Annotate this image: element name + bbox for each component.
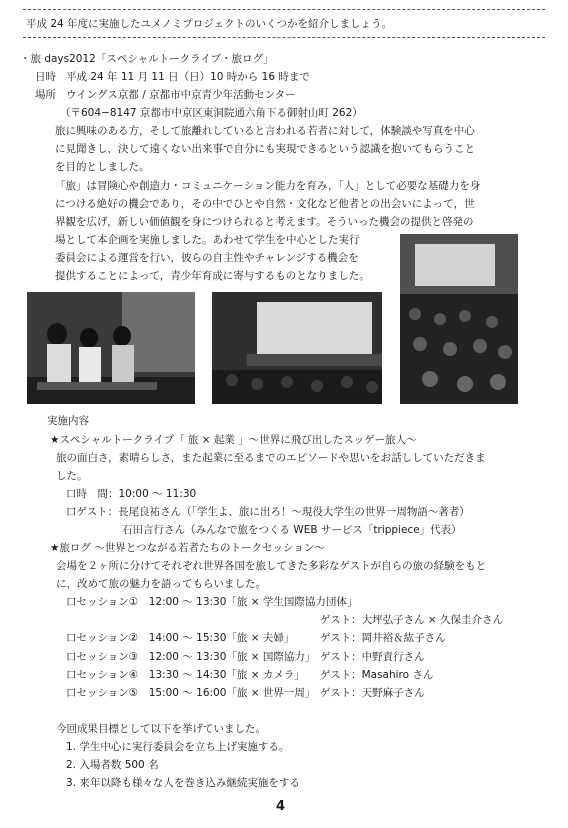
tabilog-desc: に，改めて旅の魅力を語ってもらいました。: [56, 578, 266, 590]
event-paragraph-line: 場として本企画を実施しました。あわせて学生を中心とした実行: [55, 234, 360, 246]
session-label: 口セッション⑤ 15:00 ～ 16:00「旅 × 世界一周」: [66, 687, 316, 699]
session-guest: ゲスト：大坪弘子さん × 久保圭介さん: [320, 614, 504, 626]
intro-dashed-rule: [23, 37, 545, 38]
page-number: 4: [276, 799, 286, 814]
session-guest: ゲスト：Masahiro さん: [320, 669, 434, 681]
talk-live-desc: 旅の面白さ，素晴らしさ，また起業に至るまでのエピソードや思いをお話ししていただきま: [56, 452, 486, 464]
goal-item: 3. 来年以降も様々な人を巻き込み継続実施をする: [66, 777, 300, 789]
event-paragraph-line: につける絶好の機会であり，その中でひとや自然・文化など他者との出会いによって，世: [55, 198, 475, 210]
talk-live-title: ★スペシャルトークライブ「 旅 × 起業 」～世界に飛び出したスッゲー旅人～: [50, 434, 417, 446]
photo-stage-audience: [212, 292, 382, 404]
session-label: 口セッション③ 12:00 ～ 13:30「旅 × 国際協力」: [66, 651, 316, 663]
goal-item: 2. 入場者数 500 名: [66, 759, 159, 771]
session-guest: ゲスト：岡井裕＆紘子さん: [320, 632, 446, 644]
photo-venue-audience: [400, 234, 518, 404]
event-place-label: 場所: [35, 89, 56, 101]
event-paragraph-line: に見聞きし，決して遠くない出来事で自分にも実現できるという認識を抱いてもらうこと: [55, 143, 475, 155]
event-paragraph-line: 界観を広げ，新しい価値観を身につけられると考えます。そういった機会の提供と啓発の: [55, 216, 474, 228]
tabilog-title: ★旅ログ ～世界とつながる若者たちのトークセッション～: [50, 542, 325, 554]
session-guest: ゲスト：天野麻子さん: [320, 687, 425, 699]
event-date-value: 平成 24 年 11 月 11 日（日）10 時から 16 時まで: [66, 71, 310, 83]
talk-live-guest: 石田言行さん（みんなで旅をつくる WEB サービス「trippiece」代表）: [122, 524, 462, 536]
event-date-label: 日時: [35, 71, 56, 83]
session-label: 口セッション④ 13:30 ～ 14:30「旅 × カメラ」: [66, 669, 305, 681]
session-label: 口セッション② 14:00 ～ 15:30「旅 × 夫婦」: [66, 632, 295, 644]
event-address: （〒604−8147 京都市中京区東洞院通六角下る御射山町 262）: [60, 107, 363, 119]
top-dashed-rule: [23, 9, 545, 10]
event-paragraph-line: を目的としました。: [55, 161, 150, 173]
talk-live-time: 口時 間：10:00 ～ 11:30: [66, 488, 197, 500]
event-place-value: ウイングス京都 / 京都市中京青少年活動センター: [66, 89, 296, 101]
talk-live-guest: 口ゲスト：長尾良祐さん（「学生よ、旅に出ろ！～現役大学生の世界一周物語～著者）: [66, 506, 470, 518]
session-label: 口セッション① 12:00 ～ 13:30「旅 × 学生国際協力団体」: [66, 596, 358, 608]
event-title: ・旅 days2012「スペシャルトークライブ・旅ログ」: [20, 53, 274, 65]
talk-live-desc: した。: [56, 470, 88, 482]
photo-speakers-on-stage: [27, 292, 195, 404]
goals-heading: 今回成果目標として以下を挙げていました。: [56, 723, 266, 735]
event-paragraph-line: 提供することによって，青少年育成に寄与するものとなりました。: [55, 270, 370, 282]
event-paragraph-line: 旅に興味のある方，そして旅離れしていると言われる若者に対して，体験談や写真を中心: [55, 125, 475, 137]
event-paragraph-line: 「旅」は冒険心や創造力・コミュニケーション能力を育み，「人」として必要な基礎力を身: [55, 180, 481, 192]
event-paragraph-line: 委員会による運営を行い，彼らの自主性やチャレンジする機会を: [55, 252, 359, 264]
session-guest: ゲスト：中野責行さん: [320, 651, 425, 663]
tabilog-desc: 会場を２ヶ所に分けてそれぞれ世界各国を旅してきた多彩なゲストが自らの旅の経験をもと: [56, 560, 487, 572]
intro-text: 平成 24 年度に実施したユメノミプロジェクトのいくつかを紹介しましょう。: [26, 18, 393, 30]
goal-item: 1. 学生中心に実行委員会を立ち上げ実施する。: [66, 741, 290, 753]
content-heading: 実施内容: [47, 415, 89, 427]
